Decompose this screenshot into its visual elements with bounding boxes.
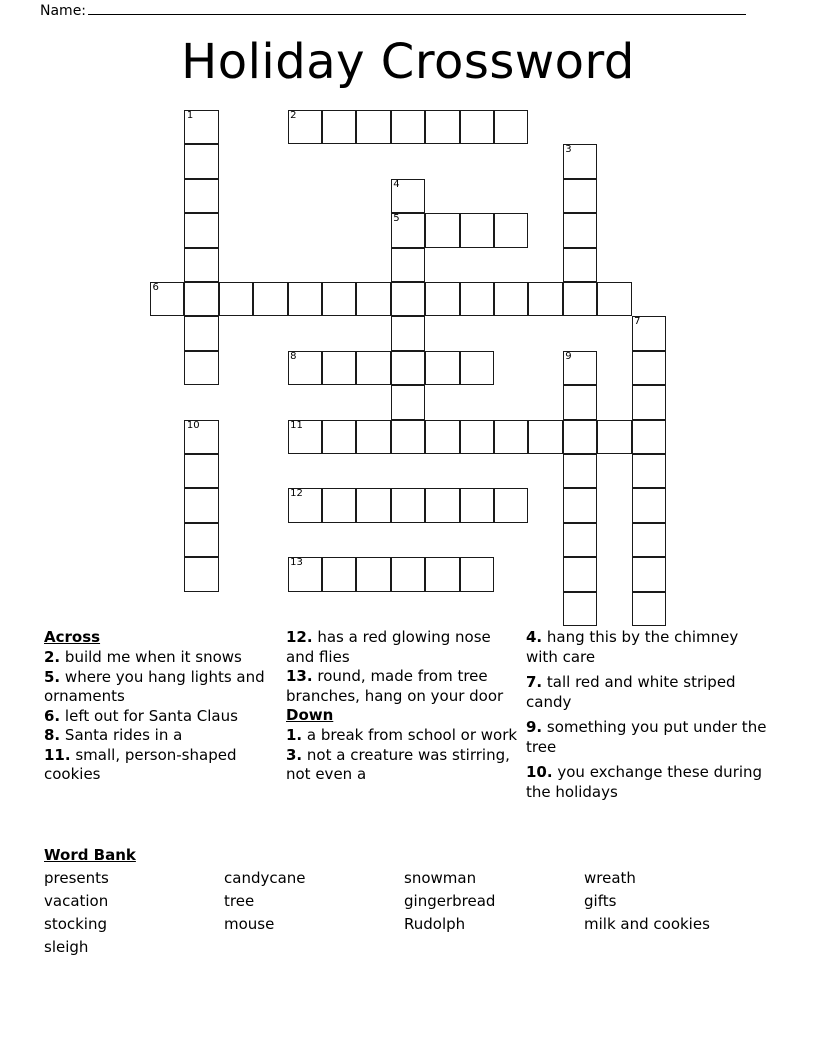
clue-text: tall red and white striped candy	[526, 673, 736, 711]
cell-number: 12	[290, 488, 303, 500]
crossword-cell[interactable]	[184, 248, 218, 282]
crossword-cell[interactable]	[184, 488, 218, 522]
crossword-cell[interactable]	[563, 592, 597, 626]
crossword-cell[interactable]	[460, 557, 494, 591]
crossword-cell[interactable]	[425, 351, 459, 385]
clue-text: you exchange these during the holidays	[526, 763, 763, 801]
word-bank-word: snowman	[404, 869, 477, 887]
cell-number: 13	[290, 557, 303, 569]
clue-across-12	[286, 628, 518, 667]
crossword-cell[interactable]	[632, 557, 666, 591]
crossword-cell[interactable]	[563, 351, 597, 385]
crossword-cell[interactable]	[184, 282, 218, 316]
clue-down-10	[526, 763, 768, 802]
across-heading: Across	[44, 628, 101, 646]
clue-number: 13.	[286, 667, 313, 685]
clue-number: 3.	[286, 745, 303, 764]
down-heading: Down	[286, 706, 334, 724]
word-bank-column	[224, 867, 404, 959]
crossword-cell[interactable]	[150, 282, 184, 316]
clue-text: left out for Santa Claus	[64, 706, 238, 725]
crossword-cell[interactable]	[219, 282, 253, 316]
crossword-cell[interactable]	[425, 420, 459, 454]
clue-number: 5.	[44, 667, 61, 686]
crossword-cell[interactable]	[391, 248, 425, 282]
crossword-cell[interactable]	[563, 213, 597, 247]
word-bank-word: presents	[44, 869, 109, 887]
clue-across-5	[44, 668, 278, 707]
crossword-cell[interactable]	[563, 179, 597, 213]
word-bank-word: vacation	[44, 892, 109, 910]
clue-text: round, made from tree branches, hang on your door	[286, 667, 504, 705]
crossword-cell[interactable]	[356, 557, 390, 591]
crossword-cell[interactable]	[391, 420, 425, 454]
crossword-cell[interactable]	[563, 488, 597, 522]
clue-number: 11.	[44, 745, 71, 764]
clue-down-7	[526, 673, 768, 712]
word-bank-word: milk and cookies	[584, 915, 710, 933]
crossword-cell[interactable]	[632, 385, 666, 419]
crossword-cell[interactable]	[632, 523, 666, 557]
cell-number: 5	[393, 213, 400, 225]
crossword-cell[interactable]	[184, 316, 218, 350]
word-bank-word: tree	[224, 892, 255, 910]
crossword-cell[interactable]	[460, 420, 494, 454]
crossword-cell[interactable]	[632, 454, 666, 488]
word-bank-word: stocking	[44, 915, 108, 933]
crossword-cell[interactable]	[597, 420, 631, 454]
crossword-cell[interactable]	[563, 454, 597, 488]
clues-column-1	[44, 628, 286, 785]
clue-number: 1.	[286, 726, 303, 744]
clue-down-9	[526, 718, 768, 757]
cell-number: 11	[290, 419, 303, 431]
clue-down-3	[286, 746, 518, 785]
crossword-cell[interactable]	[184, 144, 218, 178]
crossword-cell[interactable]	[391, 110, 425, 144]
crossword-cell[interactable]	[563, 523, 597, 557]
crossword-cell[interactable]	[356, 420, 390, 454]
word-bank-word: mouse	[224, 915, 275, 933]
crossword-cell[interactable]	[322, 351, 356, 385]
crossword-cell[interactable]	[563, 282, 597, 316]
crossword-cell[interactable]	[632, 488, 666, 522]
cell-number: 2	[290, 110, 297, 121]
clue-number: 4.	[526, 628, 543, 646]
cell-number: 8	[290, 350, 297, 362]
crossword-cell[interactable]	[184, 213, 218, 247]
crossword-cell[interactable]	[460, 213, 494, 247]
crossword-cell[interactable]	[391, 488, 425, 522]
word-bank-word: candycane	[224, 869, 306, 887]
clue-text: build me when it snows	[64, 648, 242, 666]
cell-number: 9	[565, 350, 572, 362]
word-bank-word: wreath	[584, 869, 636, 887]
crossword-cell[interactable]	[563, 144, 597, 178]
crossword-cell[interactable]	[425, 213, 459, 247]
crossword-cell[interactable]	[494, 213, 528, 247]
crossword-cell[interactable]	[425, 282, 459, 316]
crossword-cell[interactable]	[356, 110, 390, 144]
crossword-cell[interactable]	[322, 282, 356, 316]
word-bank-grid	[44, 867, 784, 959]
clue-down-1	[286, 726, 518, 746]
clue-number: 10.	[526, 763, 553, 781]
crossword-cell[interactable]	[563, 248, 597, 282]
clue-down-4	[526, 628, 768, 667]
crossword-cell[interactable]	[425, 488, 459, 522]
crossword-cell[interactable]	[494, 282, 528, 316]
crossword-cell[interactable]	[356, 282, 390, 316]
clue-number: 9.	[526, 718, 543, 736]
clues-section	[44, 628, 784, 802]
crossword-cell[interactable]	[632, 420, 666, 454]
crossword-cell[interactable]	[391, 282, 425, 316]
crossword-cell[interactable]	[253, 282, 287, 316]
clue-text: hang this by the chimney with care	[526, 628, 739, 666]
crossword-cell[interactable]	[322, 557, 356, 591]
cell-number: 10	[186, 419, 200, 431]
crossword-cell[interactable]	[288, 488, 322, 522]
crossword-cell[interactable]	[184, 351, 218, 385]
clue-text: where you hang lights and ornaments	[44, 667, 265, 705]
crossword-cell[interactable]	[425, 110, 459, 144]
clue-text: has a red glowing nose and flies	[286, 628, 491, 666]
crossword-cell[interactable]	[391, 213, 425, 247]
word-bank-word: sleigh	[44, 938, 89, 956]
crossword-cell[interactable]	[460, 488, 494, 522]
crossword-cell[interactable]	[288, 351, 322, 385]
clue-number: 12.	[286, 628, 313, 646]
crossword-cell[interactable]	[494, 110, 528, 144]
clue-across-13	[286, 667, 518, 706]
crossword-cell[interactable]	[460, 110, 494, 144]
crossword-cell[interactable]	[632, 592, 666, 626]
crossword-cell[interactable]	[184, 557, 218, 591]
crossword-cell[interactable]	[391, 385, 425, 419]
crossword-cell[interactable]	[425, 557, 459, 591]
clues-column-3	[526, 628, 776, 802]
crossword-cell[interactable]	[597, 282, 631, 316]
crossword-cell[interactable]	[460, 282, 494, 316]
word-bank-section	[44, 845, 784, 959]
crossword-cell[interactable]	[322, 110, 356, 144]
crossword-cell[interactable]	[391, 351, 425, 385]
clue-text: something you put under the tree	[526, 718, 767, 756]
cell-number: 7	[634, 316, 641, 328]
crossword-cell[interactable]	[322, 420, 356, 454]
clue-across-8	[44, 726, 278, 746]
clue-across-2	[44, 648, 278, 668]
word-bank-column	[44, 867, 224, 959]
word-bank-word: gingerbread	[404, 892, 496, 910]
crossword-cell[interactable]	[184, 420, 218, 454]
clue-number: 2.	[44, 648, 61, 666]
cell-number: 1	[186, 110, 194, 121]
page-title: Holiday Crossword	[181, 34, 635, 90]
crossword-cell[interactable]	[528, 282, 562, 316]
crossword-cell[interactable]	[288, 557, 322, 591]
clue-text: not a creature was stirring, not even a	[286, 745, 510, 783]
crossword-cell[interactable]	[391, 316, 425, 350]
clue-across-11	[44, 746, 278, 785]
crossword-cell[interactable]	[494, 488, 528, 522]
clue-number: 6.	[44, 706, 61, 725]
crossword-cell[interactable]	[563, 385, 597, 419]
clue-text: small, person-shaped cookies	[44, 745, 237, 783]
word-bank-word: Rudolph	[404, 915, 466, 933]
crossword-cell[interactable]	[184, 523, 218, 557]
crossword-cell[interactable]	[460, 351, 494, 385]
word-bank-word: gifts	[584, 892, 617, 910]
word-bank-column	[404, 867, 584, 959]
crossword-cell[interactable]	[563, 420, 597, 454]
cell-number: 6	[152, 282, 159, 293]
crossword-cell[interactable]	[288, 420, 322, 454]
crossword-cell[interactable]	[356, 351, 390, 385]
clue-text: a break from school or work	[306, 726, 518, 744]
name-label: Name:	[40, 3, 87, 19]
crossword-cell[interactable]	[184, 179, 218, 213]
crossword-cell[interactable]	[322, 488, 356, 522]
cell-number: 4	[393, 178, 400, 190]
crossword-cell[interactable]	[288, 282, 322, 316]
crossword-cell[interactable]	[288, 110, 322, 144]
crossword-cell[interactable]	[528, 420, 562, 454]
clues-column-2	[286, 628, 526, 785]
crossword-cell[interactable]	[184, 454, 218, 488]
word-bank-column	[584, 867, 764, 959]
crossword-cell[interactable]	[632, 316, 666, 350]
clue-across-6	[44, 707, 278, 727]
cell-number: 3	[565, 144, 572, 156]
crossword-cell[interactable]	[494, 420, 528, 454]
crossword-cell[interactable]	[391, 179, 425, 213]
crossword-cell[interactable]	[356, 488, 390, 522]
crossword-cell[interactable]	[632, 351, 666, 385]
crossword-cell[interactable]	[391, 557, 425, 591]
clue-number: 7.	[526, 673, 543, 691]
clue-number: 8.	[44, 726, 61, 744]
clue-text: Santa rides in a	[64, 726, 183, 744]
crossword-cell[interactable]	[563, 557, 597, 591]
word-bank-heading: Word Bank	[44, 846, 136, 864]
crossword-cell[interactable]	[184, 110, 218, 144]
